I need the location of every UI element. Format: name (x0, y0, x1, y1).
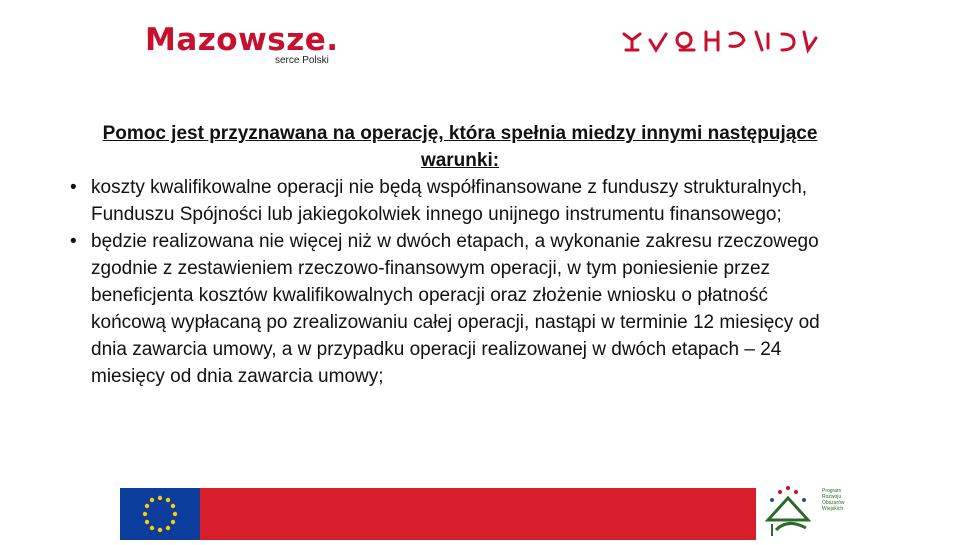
bullet-icon: • (70, 231, 77, 252)
footer-red-bar (120, 488, 756, 540)
list-item (60, 228, 820, 390)
list-item-text: będzie realizowana nie więcej niż w dwóch etapach, a wykonanie zakresu rzeczowego zgodnie z zestawieniem rzeczowo-finansowym operacji, w tym poniesienie przez beneficjenta kosztów kwalifikowalnych operacji oraz złożenie wniosku o płatność końcową wypłacaną po zrealizowaniu całej operacji, nastąpi w terminie 12 miesięcy od dnia zawarcia umowy, a w przypadku operacji realizowanej w dwóch etapach – 24 miesięcy od dnia zawarcia umowy; (91, 231, 820, 387)
list-item-text: koszty kwalifikowalne operacji nie będą współfinansowane z funduszy strukturalnych, Funduszu Spójności lub jakiegokolwiek innego unijnego instrumentu finansowego; (91, 177, 808, 225)
conditions-list (60, 174, 820, 390)
rdp-logo-icon (758, 480, 828, 540)
list-item (60, 174, 820, 228)
hieroglyph-logo-icon (622, 26, 822, 61)
mazowsze-tagline: serce Polski (275, 55, 329, 66)
mazowsze-logo (145, 22, 339, 66)
mazowsze-wordmark: Mazowsze. (145, 22, 339, 58)
main-content (60, 120, 820, 390)
bullet-icon: • (70, 177, 77, 198)
eu-flag-icon (120, 488, 200, 540)
page-heading: Pomoc jest przyznawana na operację, która spełnia miedzy innymi następujące warunki: (102, 123, 818, 171)
rdp-caption: Program Rozwoju Obszarów Wiejskich (822, 488, 845, 512)
